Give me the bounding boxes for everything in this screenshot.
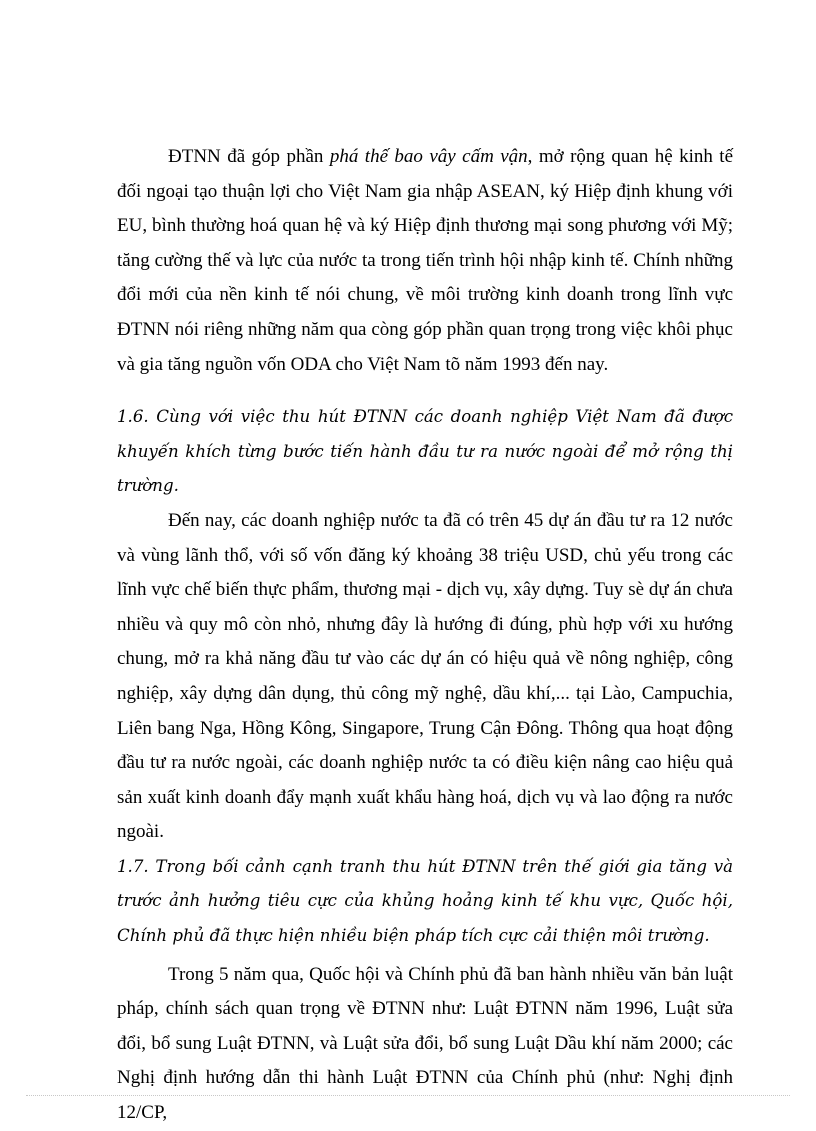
section-heading-1-7: 1.7. Trong bối cảnh cạnh tranh thu hút ĐTNN trên thế giới gia tăng và trước ảnh hưởng tiêu cực của khủng hoảng kinh tế khu vực, Quốc hội, Chính phủ đã thực hiện nhiều biện pháp tích cực cải thiện môi trường. xyxy=(117,856,733,946)
paragraph-rest: , mở rộng quan hệ kinh tế đối ngoại tạo thuận lợi cho Việt Nam gia nhập ASEAN, ký Hiệp định khung với EU, bình thường hoá quan hệ và ký Hiệp định thương mại song phương với Mỹ; tăng cường thế và lực của nước ta trong tiến trình hội nhập kinh tế. Chính những đổi mới của nền kinh tế nói chung, về môi trường kinh doanh trong lĩnh vực ĐTNN nói riêng những năm qua còng góp phần quan trọng trong việc khôi phục và gia tăng nguồn vốn ODA cho Việt Nam tõ năm 1993 đến nay. xyxy=(117,146,734,375)
paragraph-legal-framework: Trong 5 năm qua, Quốc hội và Chính phủ đã ban hành nhiều văn bản luật pháp, chính sách quan trọng về ĐTNN như: Luật ĐTNN năm 1996, Luật sửa đổi, bổ sung Luật ĐTNN, và Luật sửa đổi, bổ sung Luật Dầu khí năm 2000; các Nghị định hướng dẫn thi hành Luật ĐTNN của Chính phủ (như: Nghị định 12/CP, xyxy=(117,963,733,1124)
paragraph-fdi-contribution xyxy=(117,140,733,382)
page-bottom-rule xyxy=(26,1095,790,1096)
paragraph-outward-investment: Đến nay, các doanh nghiệp nước ta đã có trên 45 dự án đầu tư ra 12 nước và vùng lãnh thổ, với số vốn đăng ký khoảng 38 triệu USD, chủ yếu trong các lĩnh vực chế biến thực phẩm, thương mại - dịch vụ, xây dựng. Tuy sè dự án chưa nhiều và quy mô còn nhỏ, nhưng đây là hướng đi đúng, phù hợp với xu hướng chung, mở ra khả năng đầu tư vào các dự án có hiệu quả về nông nghiệp, công nghiệp, xây dựng dân dụng, thủ công mỹ nghệ, dầu khí,... tại Lào, Campuchia, Liên bang Nga, Hồng Kông, Singapore, Trung Cận Đông. Thông qua hoạt động đầu tư ra nước ngoài, các doanh nghiệp nước ta có điều kiện nâng cao hiệu quả sản xuất kinh doanh đẩy mạnh xuất khẩu hàng hoá, dịch vụ và lao động ra nước ngoài. xyxy=(117,509,733,843)
paragraph-lead: ĐTNN đã góp phần xyxy=(168,146,330,167)
section-heading-1-6: 1.6. Cùng với việc thu hút ĐTNN các doanh nghiệp Việt Nam đã được khuyến khích từng bước tiến hành đầu tư ra nước ngoài để mở rộng thị trường. xyxy=(117,407,733,496)
emphasis-text: phá thế bao vây cấm vận xyxy=(329,146,528,167)
spacer xyxy=(117,382,733,400)
document-body xyxy=(117,140,733,1131)
